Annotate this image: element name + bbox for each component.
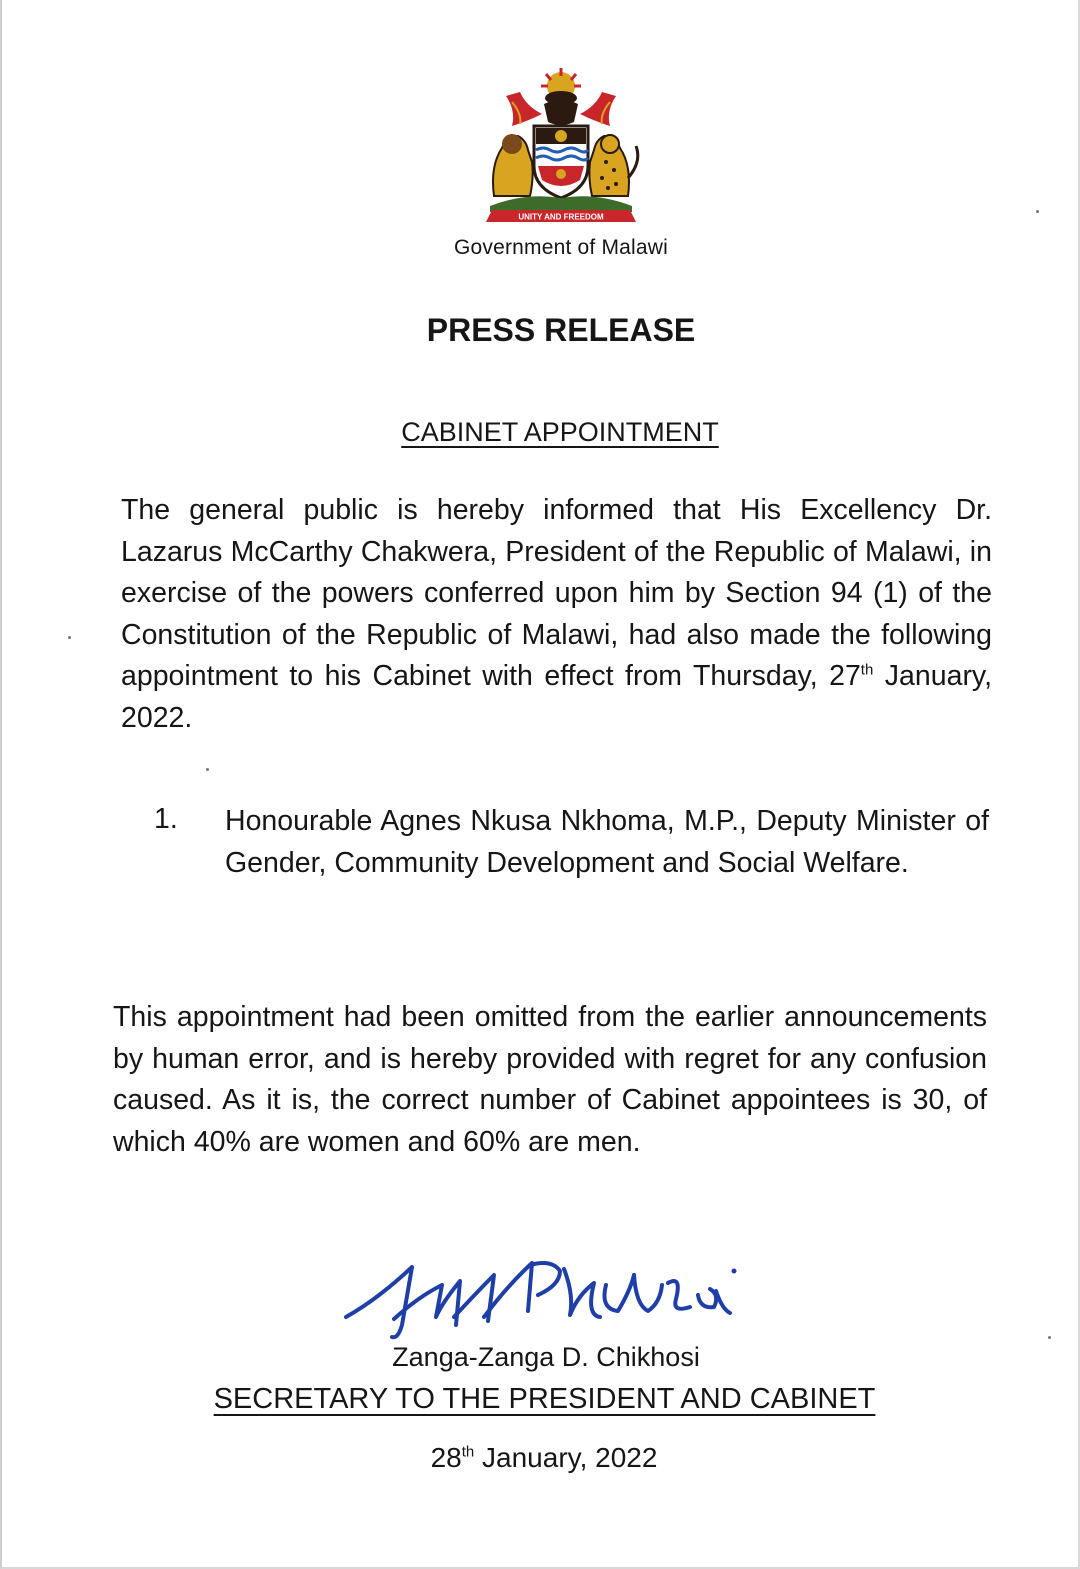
coat-of-arms-icon xyxy=(476,66,646,228)
release-date-rest: January, 2022 xyxy=(474,1442,658,1473)
scan-speck xyxy=(206,768,209,771)
government-name: Government of Malawi xyxy=(453,236,669,259)
signatory-name: Zanga-Zanga D. Chikhosi xyxy=(392,1342,700,1372)
scan-speck xyxy=(1036,210,1039,213)
appointment-text: Honourable Agnes Nkusa Nkhoma, M.P., Deputy Minister of Gender, Community Development and Social Welfare. xyxy=(225,805,989,879)
closing-paragraph: This appointment had been omitted from the earlier announcements by human error, and is hereby provided with regret for any confusion caused. As it is, the correct number of Cabinet appointees is 30, of which 40% are women and 60% are men. xyxy=(113,1001,987,1158)
subject-heading xyxy=(2,417,1080,448)
appointment-number: 1. xyxy=(154,803,178,835)
scan-speck xyxy=(68,636,71,639)
intro-paragraph xyxy=(121,490,992,740)
intro-date-suffix: th xyxy=(860,661,874,679)
document-type: PRESS RELEASE xyxy=(426,312,696,348)
release-date-day: 28 xyxy=(430,1442,462,1473)
scan-speck xyxy=(1048,1336,1051,1339)
intro-text: The general public is hereby informed that His Excellency Dr. Lazarus McCarthy Chakwera, President of the Republic of Malawi, in exercise of the powers conferred upon him by Section 94 (1) of the Constitution of the Republic of Malawi, had also made the following appointment to his Cabinet with effect from Thursday, 27 xyxy=(121,494,992,693)
release-date-suffix: th xyxy=(461,1443,475,1461)
release-date xyxy=(2,1442,1080,1474)
emblem-motto: UNITY AND FREEDOM xyxy=(518,212,604,222)
subject-text: CABINET APPOINTMENT xyxy=(401,417,719,447)
signatory-title: SECRETARY TO THE PRESIDENT AND CABINET xyxy=(213,1383,876,1415)
intro-date-rest: January, 2022. xyxy=(121,660,992,734)
signatory-title-line xyxy=(2,1383,1080,1416)
